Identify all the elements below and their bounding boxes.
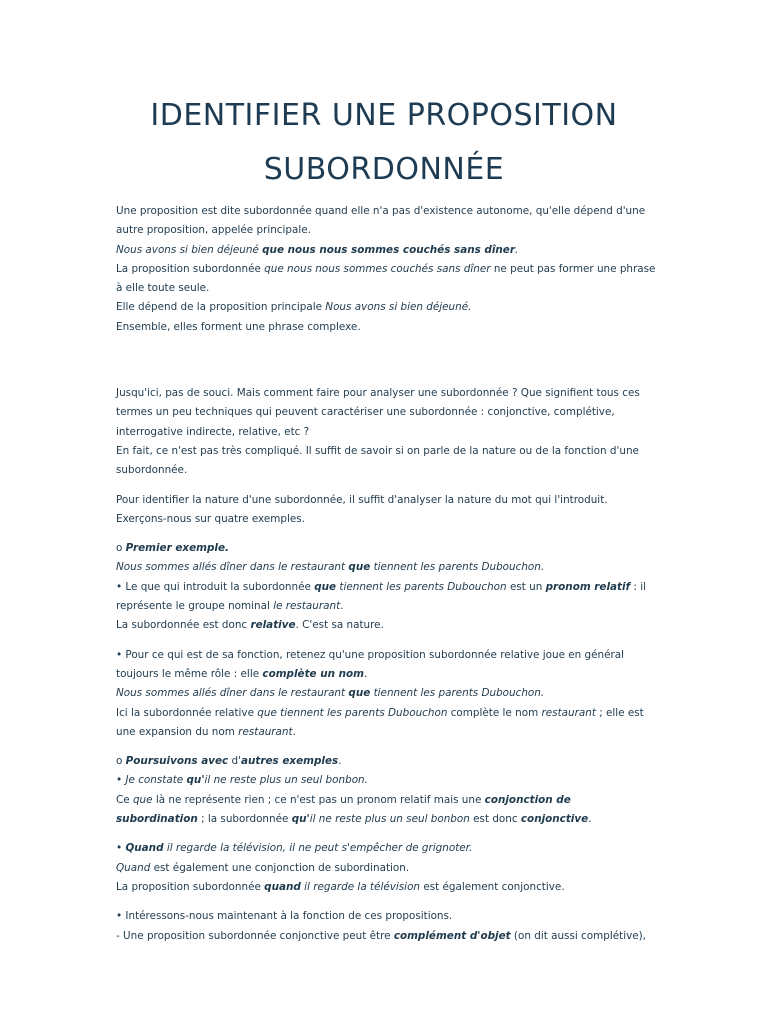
text-run: il ne reste plus un seul bonbon. <box>204 774 368 787</box>
text-run: . <box>514 243 519 256</box>
text-run: pronom relatif <box>545 580 631 593</box>
text-run: il regarde la télévision, il ne peut s'empêcher de grignoter. <box>163 842 473 855</box>
text-run: Ici la subordonnée relative <box>116 706 258 719</box>
bullet-function-intro <box>116 907 656 926</box>
text-run: . <box>292 725 296 738</box>
text-run: • Pour ce qui est de sa fonction, retenez qu'une proposition subordonnée relative joue en général toujours le même rôle : elle <box>116 648 625 680</box>
text-run: Elle dépend de la proposition principale <box>116 301 326 314</box>
text-run: il ne reste plus un seul bonbon <box>309 813 470 826</box>
paragraph-quand-conjunction <box>116 859 656 878</box>
bullet-example-constate <box>116 771 656 790</box>
bullet-example-quand <box>116 839 656 858</box>
text-run: complète un nom <box>262 667 364 680</box>
text-run: complète le nom <box>447 706 542 719</box>
text-run: conjonctive <box>520 813 589 826</box>
text-run: Jusqu'ici, pas de souci. Mais comment faire pour analyser une subordonnée ? Que signifient tous ces termes un peu techniques qui peuvent caractériser une subordonnée : conjonctive, complétive, interrogative indirecte, relative, etc ? <box>116 387 640 438</box>
text-run: là ne représente rien ; ce n'est pas un pronom relatif mais une <box>152 793 485 806</box>
text-run: Nous avons si bien déjeuné <box>116 243 263 256</box>
text-run: qu' <box>291 813 310 826</box>
text-run: (on dit aussi complétive), <box>510 929 646 942</box>
text-run: relative <box>250 619 296 632</box>
text-run: En fait, ce n'est pas très compliqué. Il suffit de savoir si on parle de la nature ou de la fonction d'une subordonnée. <box>116 444 639 477</box>
text-run: Une proposition est dite subordonnée quand elle n'a pas d'existence autonome, qu'elle dépend d'une autre proposition, appelée principale. <box>116 205 646 237</box>
text-run: o <box>116 542 126 555</box>
text-run: conjonction de subordination <box>116 793 571 826</box>
paragraph-quand-conjunctive <box>116 878 656 897</box>
text-run: • Intéressons-nous maintenant à la fonction de ces propositions. <box>116 910 453 923</box>
text-run: Pour identifier la nature d'une subordonnée, il suffit d'analyser la nature du mot qui l'introduit. Exerçons-nous sur quatre exemples. <box>116 493 608 525</box>
text-run: que <box>314 580 337 593</box>
page-title-line-2: SUBORDONNÉE <box>263 152 505 187</box>
bullet-function <box>116 646 656 685</box>
text-run: ; elle est une expansion du nom <box>116 706 644 738</box>
text-run: Nous sommes allés dîner dans le restaurant <box>116 561 349 574</box>
text-run: qu' <box>186 774 205 787</box>
text-run: le restaurant <box>273 600 341 613</box>
text-run: Premier exemple. <box>125 542 229 555</box>
text-run: • Le que qui introduit la subordonnée <box>116 580 315 593</box>
text-run: que <box>348 561 371 574</box>
text-run: quand <box>264 880 301 893</box>
paragraph-subordinate-explanation <box>116 260 656 299</box>
text-run: que nous nous sommes couchés sans dîner <box>262 243 515 256</box>
paragraph-example-sentence <box>116 241 656 260</box>
text-run: est un <box>506 580 546 593</box>
text-run: La proposition subordonnée <box>116 880 265 893</box>
paragraph-conjunction <box>116 791 656 830</box>
text-run: Je constate <box>125 774 187 787</box>
text-run: Nous sommes allés dîner dans le restaurant <box>116 687 349 700</box>
example-sentence <box>116 684 656 703</box>
text-run: Quand <box>116 861 151 874</box>
text-run: . <box>588 813 592 826</box>
text-run: : il représente le groupe nominal <box>116 580 646 613</box>
paragraph-nature-function <box>116 442 656 481</box>
text-run: ne peut pas former une phrase à elle toute seule. <box>116 262 656 295</box>
text-run: La proposition subordonnée <box>116 262 265 275</box>
section-heading-other-examples <box>116 752 656 771</box>
text-run: que <box>348 687 371 700</box>
text-run: restaurant <box>541 706 596 719</box>
paragraph-identify-nature <box>116 491 656 530</box>
text-run: restaurant <box>238 725 293 738</box>
paragraph-question <box>116 384 656 442</box>
text-run: - Une proposition subordonnée conjonctive peut être <box>116 929 394 942</box>
text-run: d' <box>228 755 241 768</box>
text-run: o <box>116 755 126 768</box>
text-run: . C'est sa nature. <box>295 619 384 632</box>
text-run: La subordonnée est donc <box>116 619 251 632</box>
paragraph-complement-object <box>116 927 656 946</box>
text-run: • <box>116 842 126 855</box>
text-run: autres exemples <box>240 755 339 768</box>
page-title-line-1: IDENTIFIER UNE PROPOSITION <box>150 98 618 133</box>
text-run: que tiennent les parents Dubouchon <box>257 706 448 719</box>
text-run: . <box>363 667 368 680</box>
text-run: ; la subordonnée <box>197 813 292 826</box>
text-run: tiennent les parents Dubouchon. <box>370 687 545 700</box>
text-run: • <box>116 774 126 787</box>
text-run: est également conjonctive. <box>420 880 565 893</box>
text-run: Quand <box>125 842 164 855</box>
text-run: tiennent les parents Dubouchon. <box>370 561 545 574</box>
text-run: est également une conjonction de subordination. <box>150 861 410 874</box>
text-run: Ce <box>116 793 133 806</box>
text-run: . <box>340 600 344 613</box>
paragraph-nature-relative <box>116 616 656 635</box>
paragraph-expansion <box>116 704 656 743</box>
document-body <box>116 202 656 946</box>
text-run: Ensemble, elles forment une phrase complexe. <box>116 320 361 333</box>
bullet-relative-pronoun <box>116 578 656 617</box>
paragraph-principal-dependency <box>116 298 656 317</box>
text-run: complément d'objet <box>393 929 511 942</box>
text-run: est donc <box>469 813 521 826</box>
text-run: il regarde la télévision <box>300 880 421 893</box>
text-run: que nous nous sommes couchés sans dîner <box>264 262 491 275</box>
text-run: Poursuivons avec <box>125 755 229 768</box>
text-run: . <box>338 755 342 768</box>
example-sentence <box>116 558 656 577</box>
text-run: Nous avons si bien déjeuné. <box>325 301 472 314</box>
section-heading-first-example <box>116 539 656 558</box>
text-run: tiennent les parents Dubouchon <box>336 580 507 593</box>
text-run: que <box>132 793 153 806</box>
paragraph-complex-sentence <box>116 318 656 337</box>
paragraph-definition <box>116 202 656 241</box>
